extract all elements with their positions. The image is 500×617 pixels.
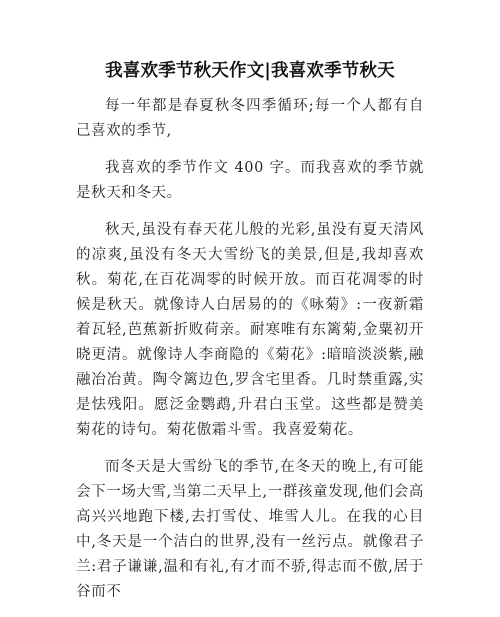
paragraph-intro: 每一年都是春夏秋冬四季循环;每一个人都有自己喜欢的季节, (76, 98, 424, 139)
paragraph-favorite-seasons: 我喜欢的季节作文 400 字。而我喜欢的季节就是秋天和冬天。 (76, 160, 424, 201)
paragraph-winter: 而冬天是大雪纷飞的季节,在冬天的晚上,有可能会下一场大雪,当第二天早上,一群孩童发现,他们会高高兴兴地跑下楼,去打雪仗、堆雪人儿。在我的心目中,冬天是一个洁白的世界,没有一丝污点。就像君子兰:君子谦谦,温和有礼,有才而不骄,得志而不傲,居于谷而不 (76, 459, 424, 600)
paragraph-autumn: 秋天,虽没有春天花儿般的光彩,虽没有夏天清风的凉爽,虽没有冬天大雪纷飞的美景,但是,我却喜欢秋。菊花,在百花凋零的时候开放。而百花凋零的时候是秋天。就像诗人白居易的的《咏菊》:一夜新霜着瓦轻,芭蕉新折败荷亲。耐寒唯有东篱菊,金粟初开晓更清。就像诗人李商隐的《菊花》:暗暗淡淡紫,融融冶冶黄。陶令篱边色,罗含宅里香。几时禁重露,实是怯残阳。愿泛金鹦鹉,升君白玉堂。这些都是赞美菊花的诗句。菊花傲霜斗雪。我喜爱菊花。 (76, 222, 424, 438)
article-body (76, 94, 424, 617)
article-title: 我喜欢季节秋天作文|我喜欢季节秋天 (105, 61, 395, 81)
